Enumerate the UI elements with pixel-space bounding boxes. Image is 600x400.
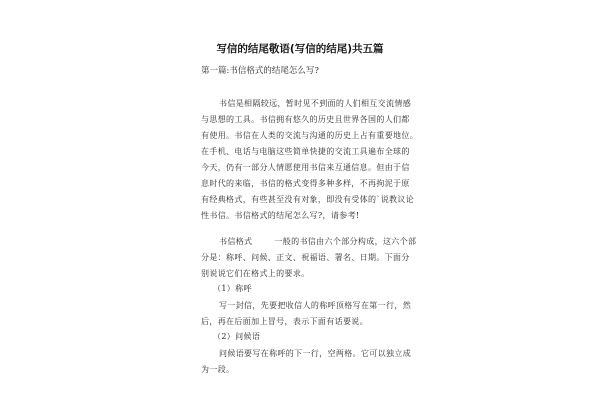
paragraph-line: 为一段。 [201, 365, 235, 374]
paragraph-line: 今天，仍有一部分人情愿使用书信来互通信息。但由于信 [201, 163, 410, 172]
paragraph-line: 息时代的来临，书信的格式变得多种多样，不再拘泥于原 [201, 179, 410, 188]
paragraph-line: 有使用。书信在人类的交流与沟通的历史上占有重要地位。 [201, 131, 419, 140]
format-text: 一般的书信由六个部分构成，这六个部 [274, 237, 417, 246]
paragraph-line: 别说说它们在格式上的要求。 [201, 269, 310, 278]
format-label: 书信格式 [219, 237, 253, 246]
paragraph-line: 书信是相隔较远，暂时见不到面的人们相互交流情感 [219, 99, 412, 108]
item-heading: （2）问候语 [213, 332, 261, 341]
paragraph-line: 有经典格式，有些甚至没有对象，即没有受体的`说教议论 [201, 195, 415, 204]
item-heading: （1）称呼 [213, 284, 252, 293]
paragraph-line: 后，再在后面加上冒号，表示下面有话要说。 [201, 317, 368, 326]
section-heading: 第一篇:书信格式的结尾怎么写? [201, 66, 319, 76]
paragraph-line: 问候语要写在称呼的下一行，空两格。它可以独立成 [219, 349, 412, 358]
paragraph-line: 写一封信，先要把收信人的称呼顶格写在第一行，然 [219, 301, 412, 310]
format-intro-line [219, 236, 416, 247]
paragraph-line: 在手机、电话与电脑这些简单快捷的交流工具遍布全球的 [201, 147, 410, 156]
document-title: 写信的结尾敬语(写信的结尾)共五篇 [216, 43, 384, 55]
paragraph-line: 性书信。书信格式的结尾怎么写?，请参考! [201, 211, 360, 220]
paragraph-line: 分是：称呼、问候、正文、祝福语、署名、日期。下面分 [201, 253, 410, 262]
paragraph-line: 与思想的工具。书信拥有悠久的历史且世界各国的人们都 [201, 115, 410, 124]
